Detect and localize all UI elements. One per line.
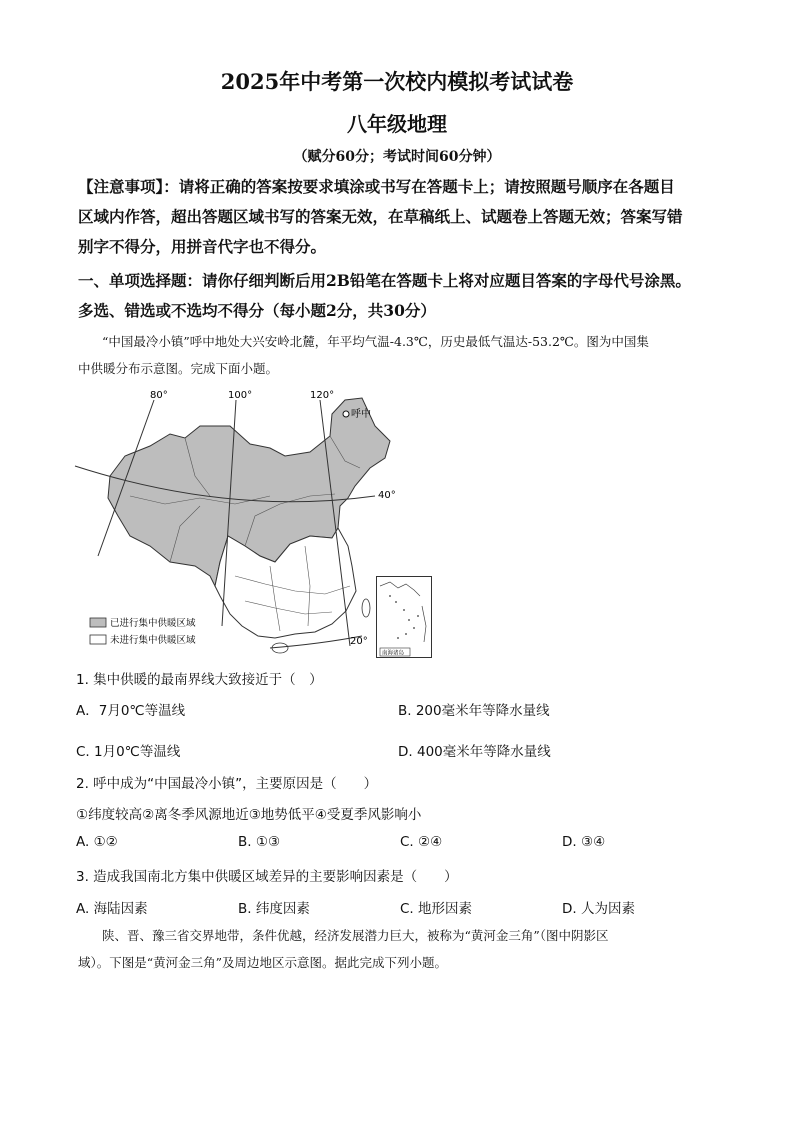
exam-subtitle: 八年级地理 [347, 112, 447, 136]
notice-block [78, 172, 718, 262]
section1-line-1: 一、单项选择题：请你仔细判断后用2B铅笔在答题卡上将对应题目答案的字母代号涂黑。 [78, 271, 691, 290]
passage1-line-2: 中供暖分布示意图。完成下面小题。 [78, 361, 279, 376]
legend-unheated-label: 未进行集中供暖区域 [110, 635, 196, 646]
passage1 [78, 328, 718, 382]
q2-option-b: B. ①③ [238, 834, 281, 850]
q3-option-b: B. 纬度因素 [238, 901, 310, 917]
q3-option-c: C. 地形因素 [400, 901, 473, 917]
taiwan-island [362, 599, 370, 617]
question-1-stem: 1. 集中供暖的最南界线大致接近于（ ） [76, 672, 323, 688]
q1-option-b: B. 200毫米年等降水量线 [398, 703, 550, 719]
q3-option-d: D. 人为因素 [562, 901, 635, 917]
q2-option-a: A. ①② [76, 834, 118, 850]
q1-option-d: D. 400毫米年等降水量线 [398, 744, 551, 760]
q2-option-d: D. ③④ [562, 834, 606, 850]
lon-label-100: 100° [228, 390, 253, 401]
passage2-line-1: 陕、晋、豫三省交界地带，条件优越，经济发展潜力巨大，被称为“黄河金三角”（图中阴影区 [102, 928, 609, 943]
passage2 [78, 922, 718, 976]
huzhong-label: 呼中 [351, 409, 371, 420]
lon-label-80: 80° [150, 390, 168, 401]
q1-option-a: A．7月0℃等温线 [76, 703, 186, 719]
lat-label-20: 20° [350, 636, 368, 647]
notice-line-3: 别字不得分，用拼音代字也不得分。 [78, 237, 327, 256]
notice-lead: 【注意事项】： [78, 177, 179, 196]
huzhong-marker [343, 411, 349, 417]
exam-title: 2025年中考第一次校内模拟考试试卷 [220, 69, 574, 94]
legend-unheated-swatch [90, 635, 106, 644]
exam-info: （赋分60分；考试时间60分钟） [293, 149, 501, 165]
question-2-stem: 2. 呼中成为“中国最冷小镇”，主要原因是（ ） [76, 776, 378, 792]
inset-label: 南海诸岛 [382, 650, 405, 657]
section1-line-2: 多选、错选或不选均不得分（每小题2分，共30分） [78, 301, 436, 320]
q2-option-c: C. ②④ [400, 834, 443, 850]
south-china-sea-inset [376, 576, 432, 658]
section1-heading [78, 266, 718, 326]
passage2-line-2: 域）。下图是“黄河金三角”及周边地区示意图。据此完成下列小题。 [78, 955, 448, 970]
legend-heated-swatch [90, 618, 106, 627]
q2-statements: ①纬度较高②离冬季风源地近③地势低平④受夏季风影响小 [76, 807, 422, 823]
q3-option-a: A. 海陆因素 [76, 901, 148, 917]
lat-label-40: 40° [378, 490, 396, 501]
passage1-line-1: “中国最冷小镇”呼中地处大兴安岭北麓，年平均气温-4.3℃，历史最低气温达-53.2℃。图为中国集 [102, 334, 649, 349]
question-3-stem: 3. 造成我国南北方集中供暖区域差异的主要影响因素是（ ） [76, 869, 458, 885]
q1-option-c: C. 1月0℃等温线 [76, 744, 181, 760]
notice-line-1: 请将正确的答案按要求填涂或书写在答题卡上；请按照题号顺序在各题目 [178, 177, 675, 196]
legend-heated-label: 已进行集中供暖区域 [110, 618, 196, 629]
lon-label-120: 120° [310, 390, 335, 401]
notice-line-2: 区域内作答，超出答题区域书写的答案无效，在草稿纸上、试题卷上答题无效；答案写错 [78, 207, 683, 226]
